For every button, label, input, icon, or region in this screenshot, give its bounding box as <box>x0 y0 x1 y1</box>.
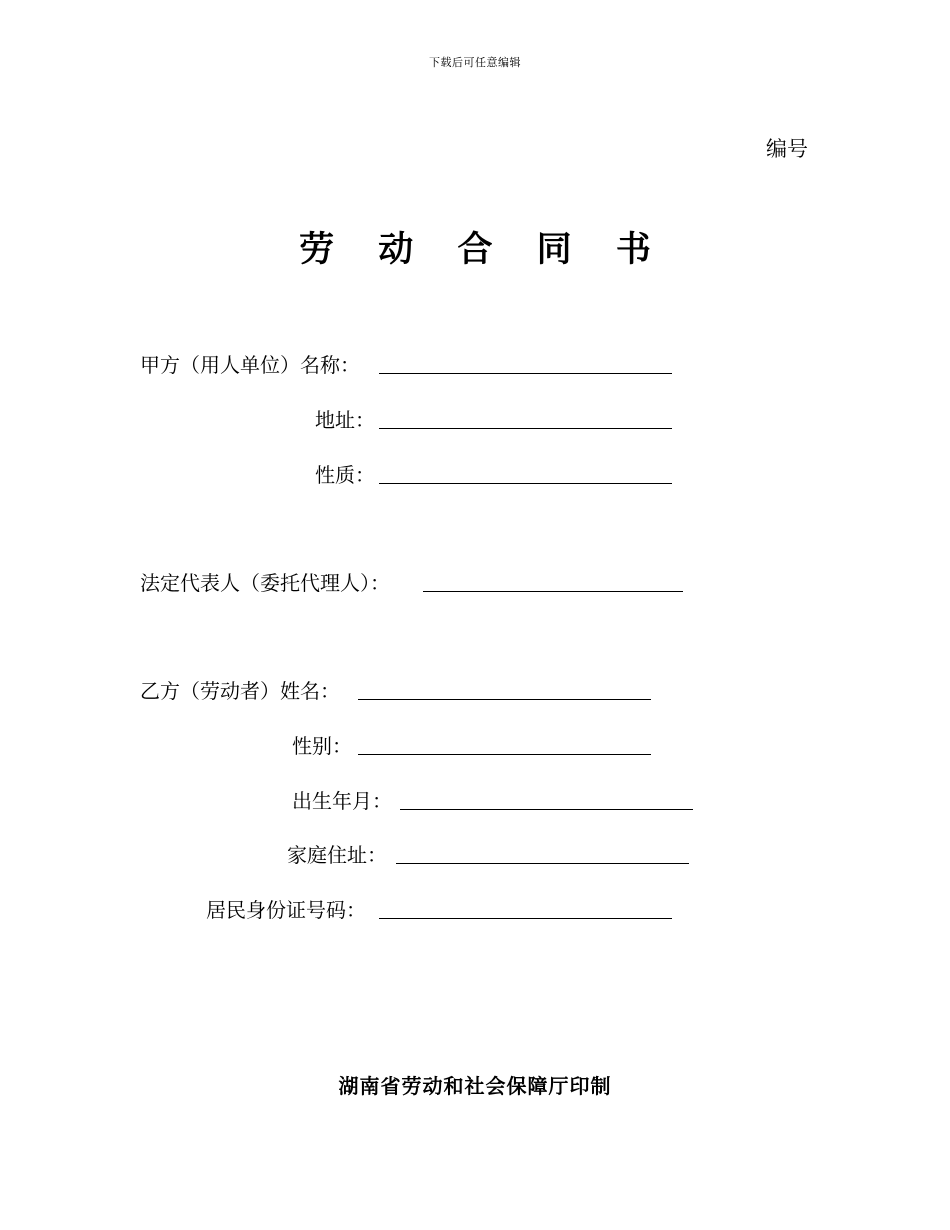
header-note: 下载后可任意编辑 <box>429 56 521 69</box>
legal-representative-label: 法定代表人（委托代理人）： <box>140 571 390 595</box>
document-number-label: 编号 <box>766 137 808 161</box>
party-b-home-address-field[interactable] <box>396 863 689 864</box>
legal-representative-field[interactable] <box>423 591 683 592</box>
party-a-address-field[interactable] <box>379 428 672 429</box>
party-b-gender-field[interactable] <box>358 754 651 755</box>
party-b-birth-label: 出生年月： <box>292 789 392 813</box>
party-a-address-label: 地址： <box>315 408 375 432</box>
document-title: 劳 动 合 同 书 <box>299 230 667 270</box>
party-b-name-label: 乙方（劳动者）姓名： <box>140 679 340 703</box>
party-b-id-number-label: 居民身份证号码： <box>206 898 366 922</box>
party-a-name-field[interactable] <box>379 373 672 374</box>
party-b-name-field[interactable] <box>358 699 651 700</box>
party-a-name-label: 甲方（用人单位）名称： <box>140 353 360 377</box>
party-b-id-number-field[interactable] <box>379 918 672 919</box>
party-b-home-address-label: 家庭住址： <box>287 843 387 867</box>
party-b-gender-label: 性别： <box>292 734 352 758</box>
footer-publisher: 湖南省劳动和社会保障厅印制 <box>338 1074 612 1098</box>
party-a-nature-field[interactable] <box>379 483 672 484</box>
party-b-birth-field[interactable] <box>400 809 693 810</box>
party-a-nature-label: 性质： <box>315 463 375 487</box>
